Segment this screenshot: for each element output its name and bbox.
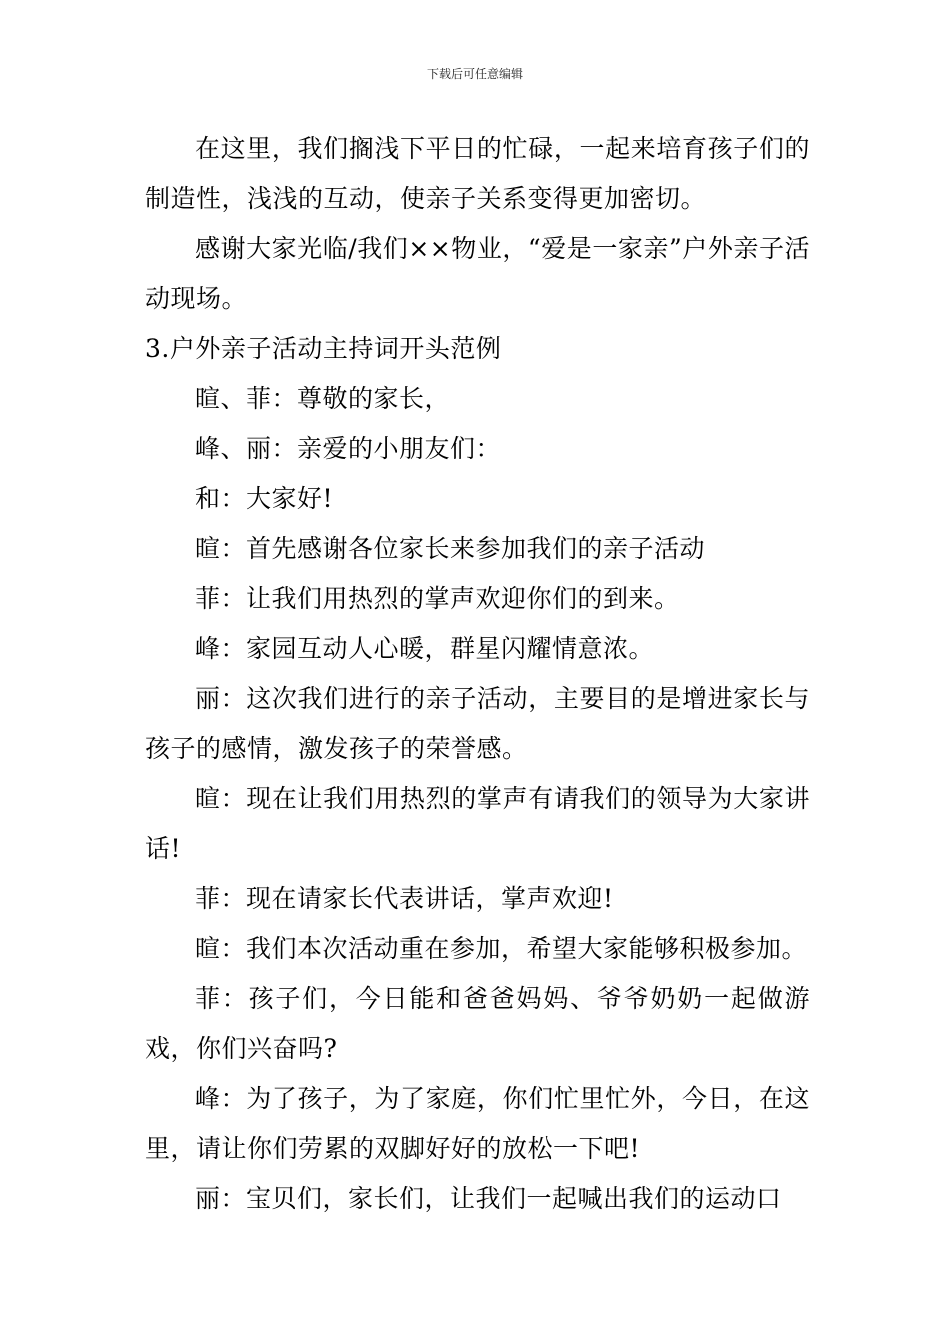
paragraph: 菲：孩子们，今日能和爸爸妈妈、爷爷奶奶一起做游戏，你们兴奋吗? [145, 984, 810, 1063]
page-header: 下载后可任意编辑 [426, 67, 523, 81]
paragraph: 暄、菲：尊敬的家长， [195, 384, 451, 413]
paragraph: 丽：宝贝们，家长们，让我们一起喊出我们的运动口 [195, 1184, 782, 1213]
section-heading: 3.户外亲子活动主持词开头范例 [145, 334, 502, 363]
paragraph: 峰：为了孩子，为了家庭，你们忙里忙外，今日，在这里，请让你们劳累的双脚好好的放松一下吧! [145, 1084, 810, 1163]
paragraph: 暄：我们本次活动重在参加，希望大家能够积极参加。 [195, 934, 808, 963]
paragraph: 在这里，我们搁浅下平日的忙碌，一起来培育孩子们的制造性，浅浅的互动，使亲子关系变得更加密切。 [145, 134, 810, 213]
paragraph: 菲：现在请家长代表讲话，掌声欢迎! [195, 884, 614, 913]
paragraph: 感谢大家光临/我们××物业，“爱是一家亲”户外亲子活动现场。 [145, 234, 810, 313]
paragraph: 峰、丽：亲爱的小朋友们： [195, 434, 502, 463]
paragraph: 暄：现在让我们用热烈的掌声有请我们的领导为大家讲话! [145, 784, 810, 863]
paragraph: 丽：这次我们进行的亲子活动，主要目的是增进家长与孩子的感情，激发孩子的荣誉感。 [145, 684, 810, 763]
document-body [145, 124, 810, 1224]
paragraph: 峰：家园互动人心暖，群星闪耀情意浓。 [195, 634, 655, 663]
paragraph: 菲：让我们用热烈的掌声欢迎你们的到来。 [195, 584, 680, 613]
paragraph: 暄：首先感谢各位家长来参加我们的亲子活动 [195, 534, 706, 563]
paragraph: 和：大家好! [195, 484, 334, 513]
